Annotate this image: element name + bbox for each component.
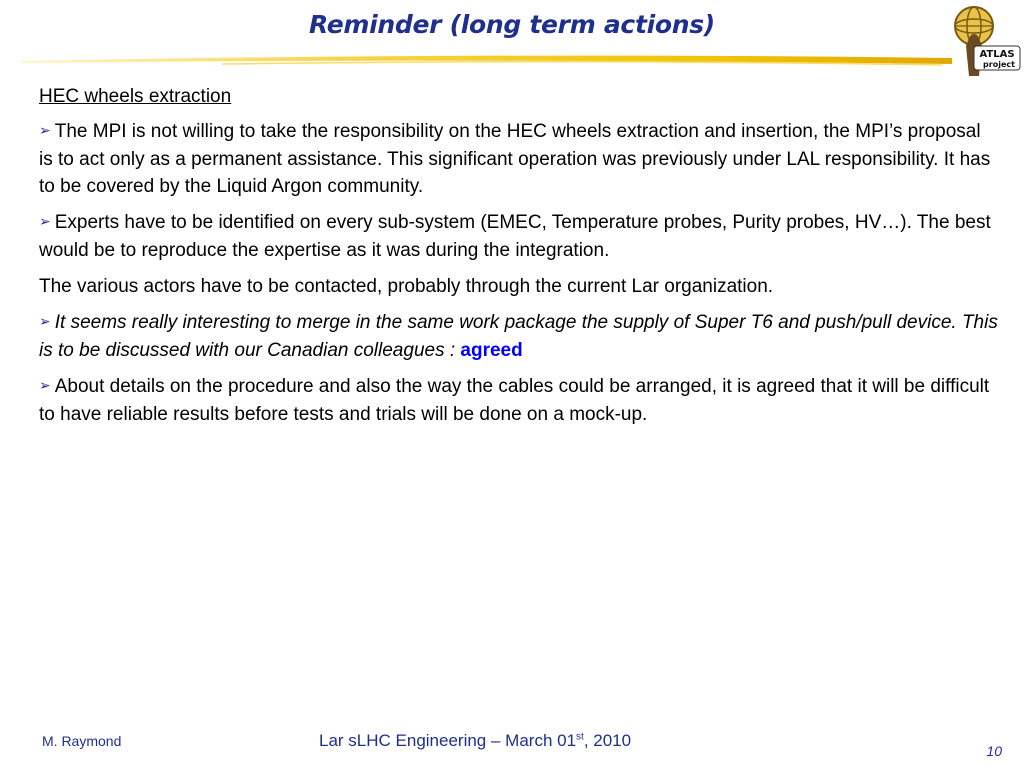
paragraph-details <box>39 373 999 428</box>
paragraph-text-italic: It seems really interesting to merge in the same work package the supply of Super T6 and push/pull device. This is to be discussed with our Canadian colleagues : <box>39 312 998 361</box>
footer-event-suffix: , 2010 <box>583 731 632 750</box>
footer-event <box>319 731 631 751</box>
footer-event-sup: st <box>576 731 584 743</box>
section-heading: HEC wheels extraction <box>39 86 232 107</box>
paragraph-text: The MPI is not willing to take the responsibility on the HEC wheels extraction and insertion, the MPI’s proposal is to act only as a permanent assistance. This significant operation was previously under LAL responsibility. It has to be covered by the Liquid Argon community. <box>39 121 991 197</box>
arrow-bullet-icon: ➢ <box>39 213 51 229</box>
paragraph-experts <box>39 209 999 264</box>
paragraph-text: About details on the procedure and also the way the cables could be arranged, it is agreed that it will be difficult to have reliable results before tests and trials will be done on a mock-up. <box>39 376 990 425</box>
paragraph-mpi <box>39 118 999 200</box>
slide-body <box>39 84 999 437</box>
footer-event-prefix: Lar sLHC Engineering – March 01 <box>319 731 577 750</box>
atlas-logo <box>944 2 1022 83</box>
paragraph-actors <box>39 273 999 300</box>
agreed-highlight: agreed <box>460 340 523 361</box>
page-number: 10 <box>986 743 1002 759</box>
title-divider <box>22 52 952 70</box>
paragraph-text: The various actors have to be contacted, probably through the current Lar organization. <box>39 276 774 297</box>
arrow-bullet-icon: ➢ <box>39 122 51 138</box>
footer-author: M. Raymond <box>42 733 122 749</box>
arrow-bullet-icon: ➢ <box>39 377 51 393</box>
slide-title: Reminder (long term actions) <box>309 10 715 39</box>
arrow-bullet-icon: ➢ <box>39 313 51 329</box>
logo-text-project: project <box>983 60 1015 69</box>
paragraph-text: Experts have to be identified on every sub-system (EMEC, Temperature probes, Purity probes, HV…). The best would be to reproduce the expertise as it was during the integration. <box>39 212 991 261</box>
logo-text-atlas: ATLAS <box>979 49 1015 60</box>
paragraph-merge <box>39 309 999 364</box>
